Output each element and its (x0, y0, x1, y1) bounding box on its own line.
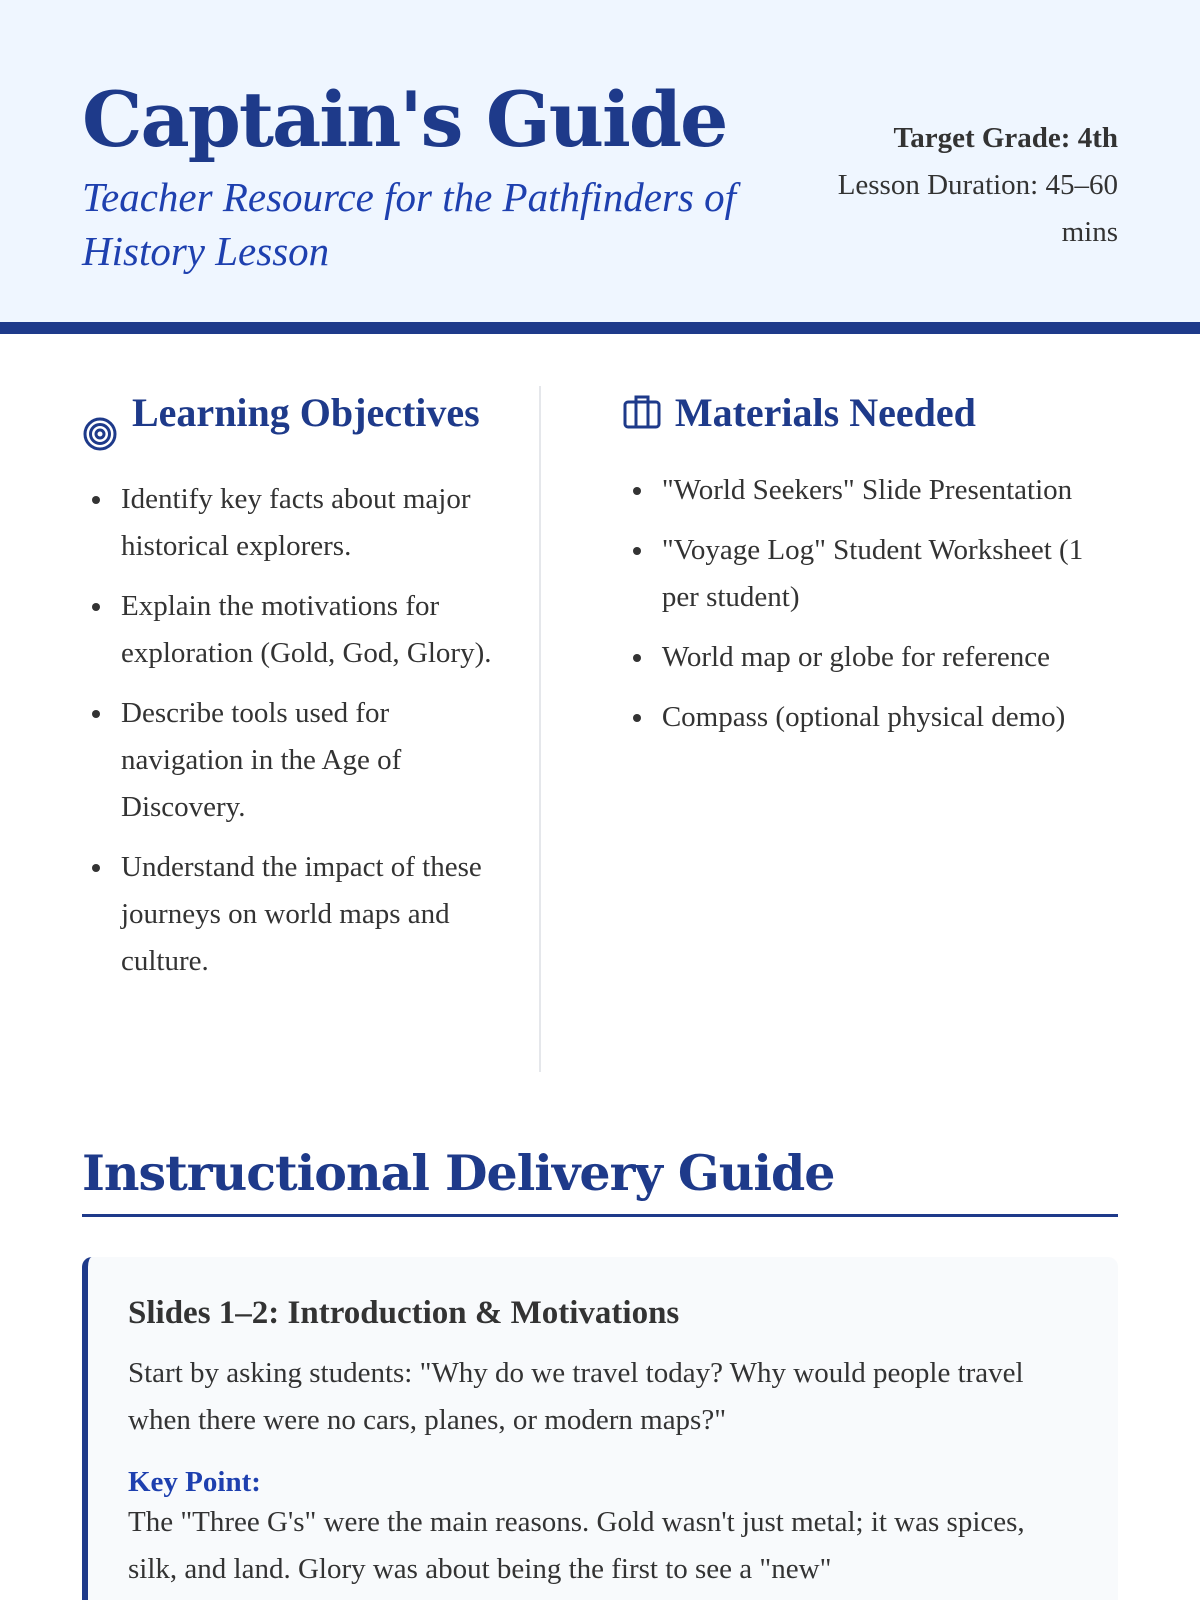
briefcase-icon (623, 394, 661, 430)
list-item: "World Seekers" Slide Presentation (623, 467, 1118, 514)
delivery-guide-heading: Instructional Delivery Guide (82, 1144, 1118, 1217)
list-item: Describe tools used for navigation in the Age of Discovery. (82, 690, 499, 831)
target-icon (82, 416, 118, 452)
section-heading: Learning Objectives (132, 390, 480, 435)
card-intro: Start by asking students: "Why do we travel today? Why would people travel when there were no cars, planes, or modern maps?" (128, 1357, 1024, 1436)
learning-objectives-section (82, 386, 541, 1072)
list-item: "Voyage Log" Student Worksheet (1 per student) (623, 527, 1118, 621)
lesson-meta (818, 78, 1118, 322)
page-subtitle: Teacher Resource for the Pathfinders of History Lesson (82, 173, 737, 274)
header (0, 0, 1200, 334)
card-title: Slides 1–2: Introduction & Motivations (128, 1295, 680, 1331)
page-title: Captain's Guide (82, 75, 727, 164)
section-heading: Materials Needed (674, 390, 976, 435)
list-item: World map or globe for reference (623, 634, 1118, 681)
key-point-text: The "Three G's" were the main reasons. Gold wasn't just metal; it was spices, silk, and land. Glory was about being the first to see a "new" (128, 1506, 1025, 1585)
list-item: Compass (optional physical demo) (623, 694, 1118, 741)
list-item: Identify key facts about major historical explorers. (82, 476, 499, 570)
list-item: Understand the impact of these journeys on world maps and culture. (82, 844, 499, 985)
lesson-duration: Lesson Duration: 45–60 mins (837, 169, 1118, 248)
slide-card (82, 1257, 1118, 1600)
list-item: Explain the motivations for exploration (Gold, God, Glory). (82, 583, 499, 677)
key-point-label: Key Point: (128, 1466, 261, 1498)
target-grade: Target Grade: 4th (893, 122, 1118, 154)
materials-section (541, 386, 1118, 1072)
